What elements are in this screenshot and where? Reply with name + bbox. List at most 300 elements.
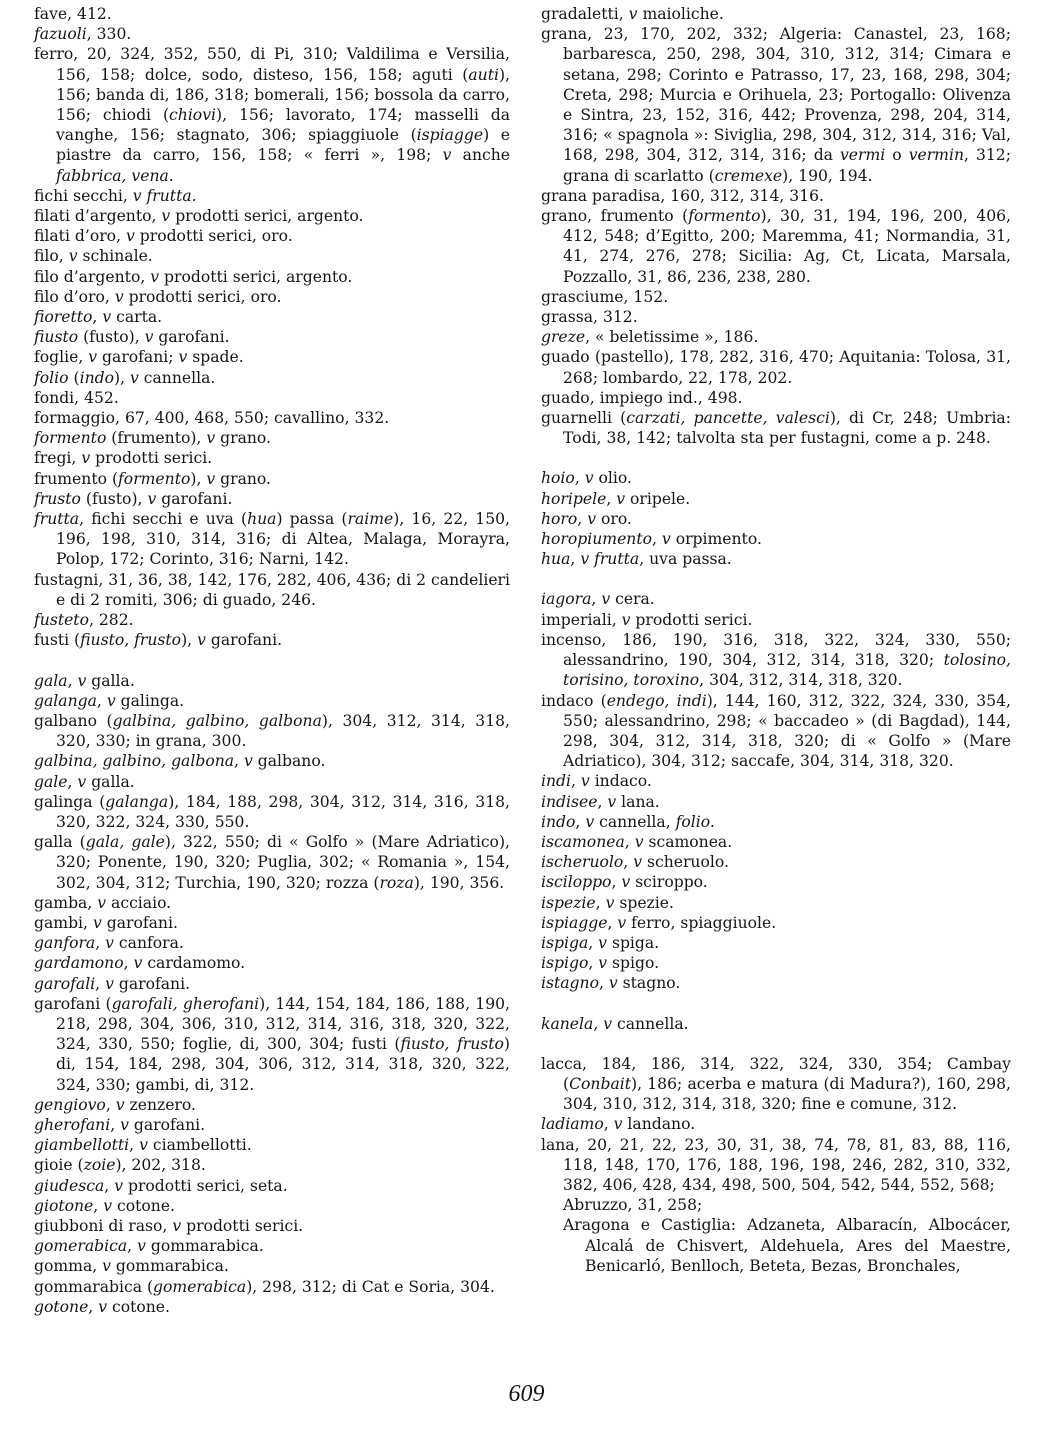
entry-text: fiusto, frusto — [80, 631, 182, 650]
index-entry — [34, 448, 510, 468]
entry-text: prodotti serici, seta. — [123, 1176, 288, 1195]
entry-text: v — [613, 1115, 623, 1134]
entry-text: scheruolo. — [642, 853, 729, 872]
entry-text: grano. — [215, 469, 271, 488]
letter-group-gap — [34, 651, 510, 671]
entry-text: horopiumento — [541, 530, 652, 549]
entry-text: ), 304, 312, 314, 318, 320, 330; in grana, 300. — [56, 711, 511, 751]
entry-text: , — [95, 934, 106, 953]
index-entry — [34, 226, 510, 246]
entry-text: galanga — [105, 792, 169, 811]
entry-text: prodotti serici, oro. — [134, 227, 293, 246]
entry-text: gale — [34, 772, 68, 791]
entry-text: indo — [541, 812, 576, 831]
entry-text: v — [144, 328, 154, 347]
entry-text: ), — [113, 368, 130, 387]
index-entry — [34, 307, 510, 327]
entry-text: cotone. — [112, 1196, 175, 1215]
index-entry — [541, 408, 1011, 448]
entry-text: v — [114, 1176, 123, 1195]
entry-text: ) passa ( — [276, 510, 348, 529]
entry-text: v — [601, 590, 611, 609]
entry-text: fondi, 452. — [34, 388, 119, 407]
entry-text: garofani ( — [34, 994, 112, 1013]
entry-text: grana, 23, 170, 202, 332; Algeria: Canastel, 23, 168; barbaresca, 250, 298, 304, 310, 312, 314; Cimara e setana, 298; Corinto e Patrasso, 17, 23, 168, 298, 304; Creta, 298; Murcia e Orihuela, 23; Portogallo: Olivenza e Sintra, 23, 152, 316, 442; Provenza, 298, 204, 314, 316; « spagnola »: Siviglia, 298, 304, 312, 314, 316; Val, 168, 298, 304, 312, 314, 316; da — [541, 25, 1011, 165]
entry-text: garofani. — [128, 1115, 206, 1134]
entry-text: , — [607, 913, 618, 932]
index-entry — [34, 428, 510, 448]
entry-text: indaco. — [589, 772, 652, 791]
entry-text: galbano. — [252, 752, 326, 771]
entry-text: , 330. — [86, 25, 132, 44]
entry-text: vermin — [908, 146, 964, 165]
entry-text: v — [587, 509, 597, 528]
entry-text: v — [102, 1257, 111, 1276]
entry-text: v — [103, 1196, 113, 1215]
entry-text: stagno. — [617, 974, 681, 993]
entry-text: prodotti serici. — [90, 449, 213, 468]
entry-text: lacca, 184, 186, 314, 322, 324, 330, 354; Cambay ( — [541, 1054, 1011, 1093]
entry-text: fioretto — [34, 308, 93, 327]
entry-text: cotone. — [107, 1297, 170, 1316]
index-entry — [34, 287, 510, 307]
entry-text: ), — [181, 631, 198, 650]
index-entry — [34, 1176, 510, 1196]
entry-text: garofani. — [156, 489, 233, 508]
entry-text: ispiga — [541, 933, 589, 952]
entry-text: giotone — [34, 1196, 94, 1215]
index-entry — [34, 570, 510, 610]
entry-text: galbano ( — [34, 711, 113, 730]
entry-text: Conbait — [569, 1074, 631, 1093]
entry-text: v — [605, 893, 615, 912]
entry-text: frumento ( — [34, 469, 119, 488]
index-entry — [541, 872, 1011, 892]
entry-text: oro. — [596, 509, 632, 528]
entry-text: v — [77, 671, 87, 690]
entry-text: endego, indi — [606, 691, 707, 710]
entry-text: v — [105, 934, 114, 953]
entry-text: cardamomo. — [142, 954, 246, 973]
entry-text: greze — [541, 328, 586, 347]
entry-text: zoie — [83, 1156, 116, 1175]
index-entry — [34, 186, 510, 206]
entry-text: , — [67, 671, 78, 690]
entry-text: garofali, gherofani — [111, 994, 260, 1013]
entry-text: formento — [118, 469, 191, 488]
entry-text: giudesca — [34, 1176, 105, 1195]
entry-text: , — [588, 933, 599, 952]
entry-text: , — [606, 489, 617, 508]
index-entry — [541, 388, 1011, 408]
entry-text: ispiagge — [541, 913, 608, 932]
entry-text: prodotti serici. — [630, 610, 753, 629]
entry-text: (fusto), — [78, 328, 145, 347]
index-entry — [541, 893, 1011, 913]
entry-text: giambellotti — [34, 1136, 130, 1155]
index-entry — [34, 1095, 510, 1115]
index-entry — [34, 388, 510, 408]
entry-text: ciambellotti. — [147, 1136, 252, 1155]
index-entry — [541, 186, 1011, 206]
entry-text: fave, 412. — [34, 5, 112, 23]
entry-text: , — [234, 752, 244, 771]
entry-text: ganfora — [34, 934, 96, 953]
entry-text: lana. — [616, 792, 660, 811]
entry-text: ), 322, 550; di « Golfo » (Mare Adriatico), 320; Ponente, 190, 320; Puglia, 302; « Romania », 154, 302, 304, 312; Turchia, 190, 320; rozza ( — [56, 833, 510, 892]
entry-text: ladiamo — [541, 1115, 604, 1134]
entry-text: fiusto, frusto — [400, 1035, 504, 1054]
index-entry — [541, 832, 1011, 852]
entry-text: spigo. — [607, 954, 660, 973]
index-entry — [541, 1135, 1011, 1196]
entry-text: schinale. — [77, 247, 153, 266]
entry-text: , — [575, 812, 586, 831]
index-entry — [541, 852, 1011, 872]
entry-text: scamonea. — [643, 832, 733, 851]
index-entry — [541, 206, 1011, 287]
index-entry — [541, 913, 1011, 933]
entry-text: roza — [379, 873, 414, 892]
index-entry — [34, 408, 510, 428]
index-entry — [34, 327, 510, 347]
entry-text: cannella, — [594, 812, 676, 831]
entry-text: carzati, pancette, valesci — [626, 409, 830, 428]
entry-text: zenzero. — [124, 1095, 196, 1114]
entry-text: prodotti serici, oro. — [123, 287, 282, 306]
entry-text: garofani. — [113, 974, 191, 993]
entry-text: ), 144, 154, 184, 186, 188, 190, 218, 298, 304, 306, 310, 312, 314, 316, 318, 320, 322, 324, 330, 550; foglie, di, 300, 304; fusti ( — [56, 994, 511, 1054]
entry-text: ), 202, 318. — [115, 1156, 206, 1175]
entry-text: isciloppo — [541, 873, 612, 892]
entry-text: grano. — [215, 429, 271, 448]
entry-text: fichi secchi, — [34, 186, 133, 205]
index-entry — [34, 267, 510, 287]
index-entry — [541, 589, 1011, 609]
entry-text: filo d’argento, — [34, 267, 151, 286]
entry-text: gotone — [34, 1297, 89, 1316]
left-column — [34, 4, 510, 1317]
entry-text: prodotti serici. — [181, 1216, 304, 1235]
entry-text: formaggio, 67, 400, 468, 550; cavallino, 332. — [34, 409, 390, 428]
entry-text: folio — [34, 368, 69, 387]
index-entry — [34, 792, 510, 832]
entry-text: Aragona e Castiglia: Adzaneta, Albaracín, Albocácer, Alcalá de Chisvert, Aldehuela, Ares del Maestre, Benicarló, Benlloch, Beteta, Bezas, Bronchales, — [563, 1216, 1011, 1275]
entry-text: , — [96, 691, 107, 710]
entry-text: fusteto — [34, 611, 89, 630]
entry-text: v — [608, 974, 618, 993]
entry-text: , — [597, 792, 608, 811]
entry-text: oripele. — [625, 489, 691, 508]
entry-text: v — [442, 146, 452, 165]
index-subentry — [563, 1195, 1011, 1215]
index-entry — [34, 1135, 510, 1155]
entry-text: gherofani — [34, 1115, 111, 1134]
entry-text: filo d’oro, — [34, 287, 115, 306]
entry-text: , — [624, 832, 635, 851]
entry-text: garofani. — [153, 328, 230, 347]
entry-text: v — [147, 489, 157, 508]
index-entry — [34, 994, 510, 1095]
entry-text: ispigo — [541, 954, 589, 973]
entry-text: v — [197, 631, 206, 650]
entry-text: indisee — [541, 792, 598, 811]
entry-text: v — [584, 469, 594, 488]
page-number: 609 — [508, 1381, 545, 1407]
entry-text: gradaletti, — [541, 5, 629, 23]
index-entry — [541, 509, 1011, 529]
letter-group-gap — [541, 448, 1011, 468]
entry-text: , — [88, 1297, 99, 1316]
entry-text: , — [95, 974, 106, 993]
entry-text: ispiagge — [416, 126, 484, 145]
entry-text: fabbrica, vena. — [56, 166, 174, 185]
entry-text: v — [161, 207, 171, 226]
entry-text: frusto — [34, 489, 81, 508]
entry-text: cera. — [610, 590, 655, 609]
index-entry — [541, 1054, 1011, 1115]
entry-text: gioie ( — [34, 1156, 84, 1175]
entry-text: formento — [688, 207, 761, 226]
index-entry — [34, 1196, 510, 1216]
index-entry — [541, 347, 1011, 387]
entry-text: v — [81, 449, 91, 468]
entry-text: filati d’argento, — [34, 207, 162, 226]
index-entry — [541, 691, 1011, 772]
index-entry — [34, 1297, 510, 1317]
entry-text: Abruzzo, 31, 258; — [563, 1196, 703, 1215]
entry-text: ischeruolo — [541, 853, 624, 872]
entry-text: v — [98, 1297, 108, 1316]
entry-text: ) e piastre da carro, 156, 158; « ferri », 198; — [56, 126, 510, 165]
entry-text: galla ( — [34, 833, 86, 852]
entry-text: formento — [34, 429, 107, 448]
entry-text: , — [67, 772, 78, 791]
entry-text: v — [125, 227, 135, 246]
index-entry — [34, 246, 510, 266]
entry-text: garofani; — [97, 348, 179, 367]
entry-text: vermi — [839, 146, 886, 165]
entry-text: horo — [541, 509, 578, 528]
entry-text: folio. — [675, 812, 715, 831]
entry-text: gala, gale — [85, 833, 165, 852]
entry-text: gommarabica. — [110, 1257, 229, 1276]
entry-text: ), 186; acerba e matura (di Madura?), 160, 298, 304, 310, 312, 314, 318, 320; fine e comune, 312. — [563, 1074, 1011, 1114]
entry-text: cannella. — [138, 368, 216, 387]
entry-text: grasciume, 152. — [541, 287, 669, 306]
index-entry — [34, 974, 510, 994]
entry-text: acciaio. — [106, 893, 172, 912]
entry-text: ), — [190, 469, 207, 488]
entry-text: prodotti serici, argento. — [159, 267, 353, 286]
entry-text: ) di, 154, 184, 298, 304, 306, 312, 314, 318, 320, 322, 324, 330; gambi, di, 312. — [56, 1035, 510, 1094]
entry-text: v — [172, 1216, 182, 1235]
entry-text: landano. — [622, 1115, 696, 1134]
entry-text: , — [591, 590, 602, 609]
entry-text: galanga — [34, 691, 97, 710]
index-entry — [541, 771, 1011, 791]
entry-text: fregi, — [34, 449, 82, 468]
entry-text: fustagni, 31, 36, 38, 142, 176, 282, 406, 436; di 2 candelieri e di 2 romiti, 306; di guado, 246. — [34, 570, 510, 609]
entry-text: hua — [247, 510, 277, 529]
index-entry — [541, 468, 1011, 488]
index-entry — [541, 287, 1011, 307]
entry-text: v frutta — [580, 550, 640, 569]
entry-text: fusti ( — [34, 631, 81, 650]
index-entry — [34, 1115, 510, 1135]
index-entry — [34, 671, 510, 691]
entry-text: v — [607, 792, 617, 811]
entry-text: cannella. — [612, 1014, 689, 1033]
index-entry — [34, 1256, 510, 1276]
entry-text: ), 16, 22, 150, 196, 198, 310, 314, 316; di Altea, Malaga, Morayra, Polop, 172; Corinto, 316; Narni, 142. — [56, 510, 510, 569]
entry-text: anche — [451, 146, 510, 165]
entry-text: kanela — [541, 1014, 594, 1033]
entry-text: gala — [34, 671, 68, 690]
entry-text: grassa, 312. — [541, 308, 638, 327]
entry-text: , 282. — [88, 611, 134, 630]
entry-text: v — [603, 1014, 613, 1033]
entry-text: gardamono — [34, 954, 124, 973]
entry-text: ), 190, 356. — [413, 873, 505, 892]
entry-text: v — [139, 1136, 148, 1155]
entry-text: horipele — [541, 489, 607, 508]
entry-text: ), 190, 194. — [782, 166, 873, 185]
entry-text: ), 156; banda di, 186, 318; bomerali, 156; bossola da carro, 156; chiodi ( — [56, 65, 510, 125]
index-entry — [541, 549, 1011, 569]
entry-text: cremexe — [714, 166, 783, 185]
entry-text: , — [574, 469, 585, 488]
entry-text: galla. — [86, 772, 135, 791]
letter-group-gap — [541, 569, 1011, 589]
entry-text: , — [593, 1014, 604, 1033]
index-entry — [34, 206, 510, 226]
index-entry — [34, 953, 510, 973]
entry-text: fazuoli — [34, 25, 87, 44]
entry-text: hua — [541, 550, 571, 569]
entry-text: v — [150, 267, 160, 286]
entry-text: guado (pastello), 178, 282, 316, 470; Aquitania: Tolosa, 31, 268; lombardo, 22, 178, 202. — [541, 348, 1011, 387]
index-entry — [34, 24, 510, 44]
entry-text: giubboni di raso, — [34, 1216, 173, 1235]
entry-text: o — [885, 146, 909, 165]
entry-text: guado, impiego ind., 498. — [541, 388, 743, 407]
entry-text: v — [120, 1115, 129, 1134]
entry-text: , — [104, 1176, 115, 1195]
entry-text: indaco ( — [541, 691, 607, 710]
index-entry — [541, 489, 1011, 509]
entry-text: gamba, — [34, 893, 98, 912]
entry-text: , 304, 312, 314, 318, 320. — [699, 671, 903, 690]
entry-text: (fusto), — [80, 489, 148, 508]
entry-text: auti — [468, 65, 499, 84]
entry-text: tolosino, torisino, toroxino — [563, 651, 1011, 690]
index-entry — [541, 792, 1011, 812]
index-entry — [541, 630, 1011, 691]
entry-text: imperiali, — [541, 610, 622, 629]
entry-text: , — [623, 853, 634, 872]
index-subentry — [563, 1215, 1011, 1276]
entry-text: v — [621, 610, 631, 629]
entry-text: maioliche. — [637, 5, 724, 23]
index-entry — [34, 751, 510, 771]
entry-text: , — [611, 873, 622, 892]
entry-text: fiusto — [34, 328, 79, 347]
entry-text: incenso, 186, 190, 316, 318, 322, 324, 330, 550; alessandrino, 190, 304, 312, 314, 318, 320; — [541, 630, 1011, 670]
entry-text: guarnelli ( — [541, 409, 627, 428]
entry-text: galbina, galbino, galbona — [112, 711, 322, 730]
entry-text: carta. — [111, 308, 163, 327]
entry-text: v — [628, 5, 638, 23]
entry-text: indo — [79, 368, 114, 387]
entry-text: ), 30, 31, 194, 196, 200, 406, 412, 548; d’Egitto, 200; Maremma, 41; Normandia, 31, 41, 274, 276, 278; Sicilia: Ag, Ct, Licata, Marsala, Pozzallo, 31, 86, 236, 238, 280. — [563, 207, 1011, 286]
entry-text: gengiovo — [34, 1095, 106, 1114]
entry-text: v — [129, 368, 139, 387]
entry-text: filo, — [34, 247, 69, 266]
entry-text: v frutta. — [132, 186, 197, 205]
entry-text: , uva passa. — [639, 550, 732, 569]
entry-text: v — [617, 913, 627, 932]
index-entry — [34, 691, 510, 711]
entry-text: , 312; grana di scarlatto ( — [563, 146, 1011, 185]
entry-text: , — [577, 509, 588, 528]
entry-text: , — [571, 772, 581, 791]
entry-text: v — [598, 933, 607, 952]
index-entry — [541, 953, 1011, 973]
entry-text: galinga. — [115, 691, 185, 710]
entry-text: garofani. — [101, 913, 178, 932]
entry-text: ( — [68, 368, 80, 387]
entry-text: v — [633, 853, 642, 872]
entry-text: v — [661, 530, 671, 549]
index-entry — [541, 1114, 1011, 1134]
index-entry — [34, 1155, 510, 1175]
index-entry — [541, 529, 1011, 549]
entry-text: indi — [541, 772, 571, 791]
entry-text: spezie. — [614, 893, 674, 912]
entry-text: spade. — [187, 348, 244, 367]
index-entry — [34, 832, 510, 893]
entry-text: orpimento. — [670, 530, 762, 549]
index-entry — [34, 4, 510, 24]
index-entry — [34, 509, 510, 570]
entry-text: galbina, galbino, galbona — [34, 752, 235, 771]
entry-text: grana paradisa, 160, 312, 314, 316. — [541, 186, 824, 205]
entry-text: v — [88, 348, 98, 367]
entry-text: chiovi — [169, 106, 216, 125]
entry-text: gomma, — [34, 1257, 103, 1276]
entry-text: v — [77, 772, 87, 791]
index-entry — [34, 772, 510, 792]
entry-text: gambi, — [34, 913, 93, 932]
entry-text: ), 144, 160, 312, 322, 324, 330, 354, 550; alessandrino, 298; « baccadeo » (di Bagdad), 144, 298, 304, 312, 314, 318, 320; di « Golfo » (Mare Adriatico), 304, 312; saccafe, 304, 314, 318, 320. — [563, 691, 1011, 771]
index-entry — [541, 327, 1011, 347]
entry-text: , — [123, 954, 134, 973]
entry-text: istagno — [541, 974, 599, 993]
entry-text: gommarabica ( — [34, 1277, 154, 1296]
letter-group-gap — [541, 1034, 1011, 1054]
entry-text: spiga. — [606, 933, 660, 952]
index-entry — [34, 469, 510, 489]
index-entry — [541, 933, 1011, 953]
entry-text: v — [616, 489, 626, 508]
entry-text: garofani. — [205, 631, 283, 650]
index-entry — [541, 4, 1011, 24]
index-entry — [34, 489, 510, 509]
index-entry — [34, 893, 510, 913]
entry-text: v — [106, 691, 116, 710]
entry-text: , — [127, 1237, 138, 1256]
